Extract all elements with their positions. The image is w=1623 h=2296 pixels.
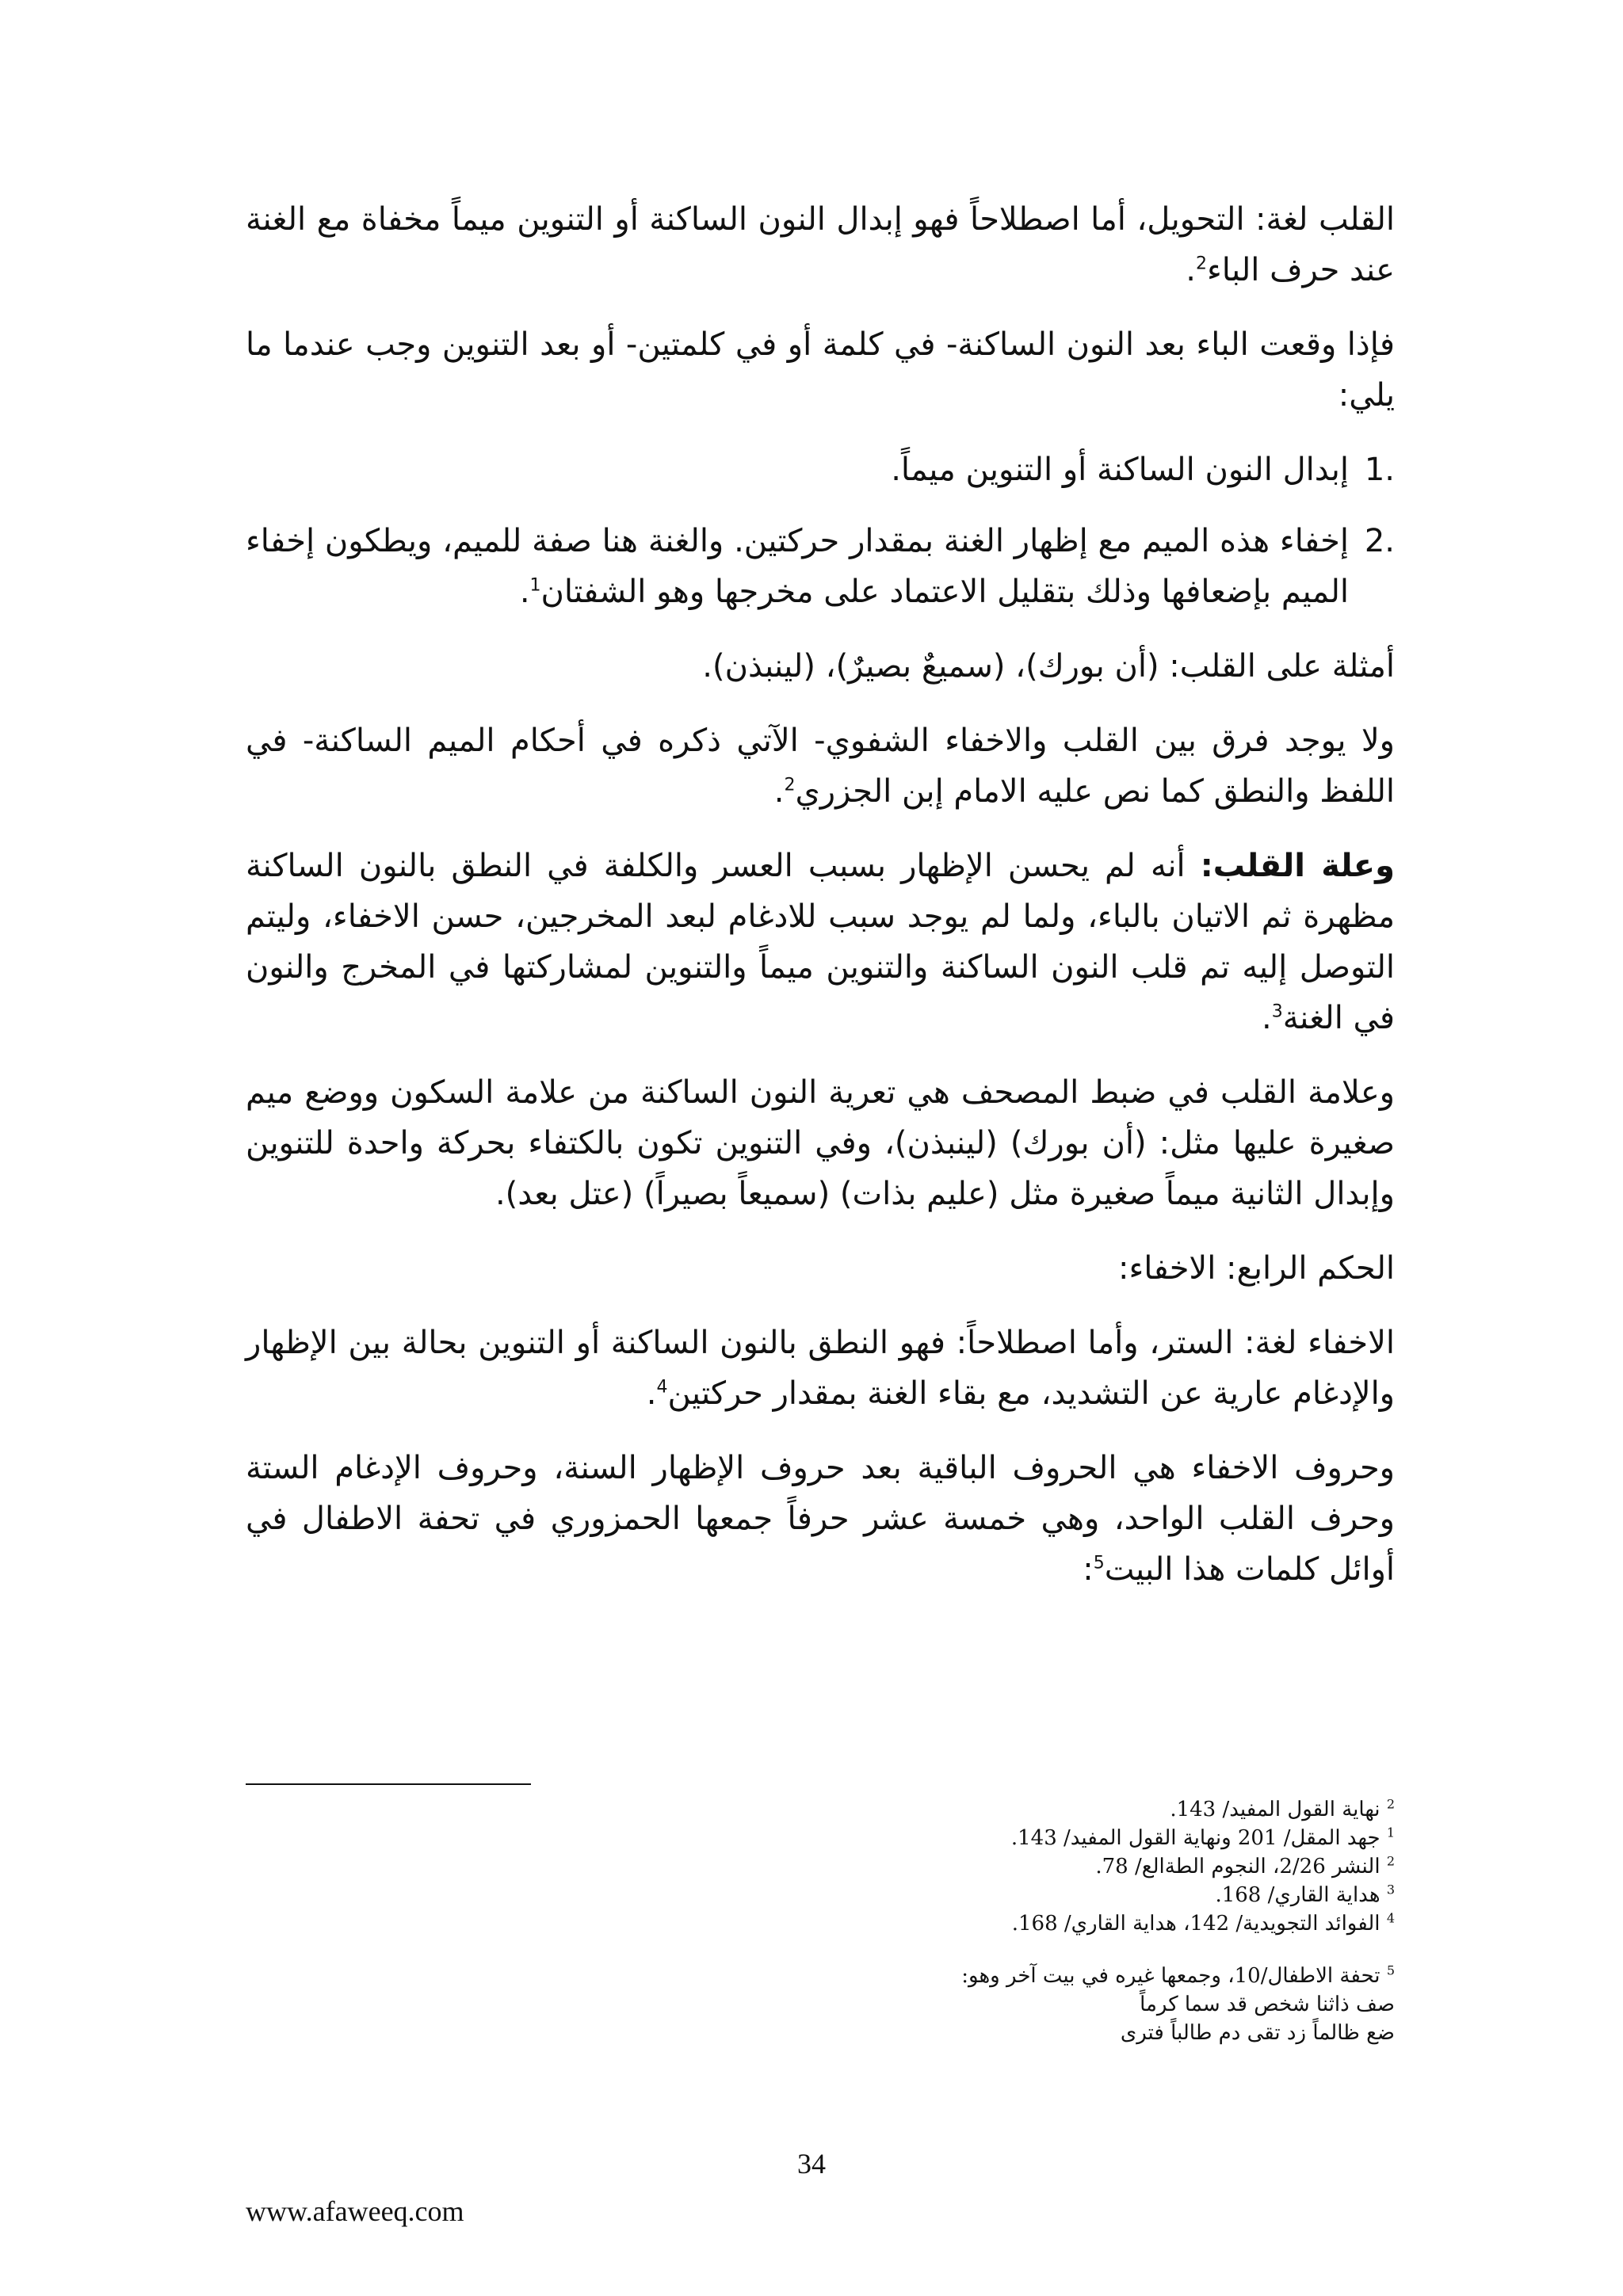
footnote-item: $^2$ نهاية القول المفيد/ 143. xyxy=(1170,1796,1395,1821)
paragraph-no-difference: ولا يوجد فرق بين القلب والاخفاء الشفوي- الآتي ذكره في أحكام الميم الساكنة- في اللفظ والنطق كما نص عليه الامام إبن الجزري$^2$. xyxy=(246,723,1395,810)
footnote-verse: صف ذاثنا شخص قد سما كرماً xyxy=(1140,1993,1395,2016)
footnote-ref: 4 xyxy=(656,1377,668,1398)
footnote-item: $^2$ النشر 2/26، النجوم الطةالع/ 78. xyxy=(1095,1853,1395,1878)
footnote-ref: 2 xyxy=(784,775,796,795)
list-item: .1 إبدال النون الساكنة أو التنوين ميماً. xyxy=(246,444,1349,495)
paragraph-qalb-condition: فإذا وقعت الباء بعد النون الساكنة- في كلمة أو في كلمتين- أو بعد التنوين وجب عندما ما يلي: xyxy=(246,326,1395,414)
rules-list xyxy=(246,444,1395,617)
list-item: .2 إخفاء هذه الميم مع إظهار الغنة بمقدار حركتين. والغنة هنا صفة للميم، ويطكون إخفاء الميم بإضعافها وذلك بتقليل الاعتماد على مخرجها وهو الشفتان$^1$. xyxy=(246,516,1349,617)
footnote-item: $^5$ تحفة الاطفال/10، وجمعها غيره في بيت آخر وهو: xyxy=(961,1962,1395,1988)
footnote-item: $^3$ هداية القاري/ 168. xyxy=(1215,1882,1395,1907)
footnote-ref: 3 xyxy=(1271,1001,1283,1022)
page-number: 34 xyxy=(797,2148,826,2180)
footnote-ref: 1 xyxy=(529,575,541,596)
footnote-ref: 5 xyxy=(1093,1553,1105,1573)
footnote-item: $^1$ جهد المقل/ 201 ونهاية القول المفيد/ 143. xyxy=(1010,1825,1395,1850)
list-number: .1 xyxy=(1364,452,1395,488)
footnote-spacer xyxy=(246,1938,1395,1962)
website-url: www.afaweeq.com xyxy=(246,2195,464,2227)
footnote-separator xyxy=(246,1783,531,1785)
list-number: .2 xyxy=(1364,523,1395,559)
footnote-item: $^4$ الفوائد التجويدية/ 142، هداية القاري/ 168. xyxy=(1011,1910,1395,1936)
paragraph-examples: أمثلة على القلب: (أن بورك)، (سميعٌ بصيرٌ)، (لينبذن). xyxy=(702,648,1395,685)
paragraph-mushaf-sign: وعلامة القلب في ضبط المصحف هي تعرية النون الساكنة من علامة السكون ووضع ميم صغيرة عليها مثل: (أن بورك) (لينبذن)، وفي التنوين تكون بالكتفاء بحركة واحدة للتنوين وإبدال الثانية ميماً صغيرة مثل (عليم بذات) (سميعاً بصيراً) (عتل بعد). xyxy=(246,1074,1395,1212)
footnote-verse: ضع ظالماً زد تقى دم طالباً فترى xyxy=(1120,2021,1395,2045)
paragraph-qalb-definition: القلب لغة: التحويل، أما اصطلاحاً فهو إبدال النون الساكنة أو التنوين ميماً مخفاة مع الغنة عند حرف الباء$^2$. xyxy=(246,201,1395,288)
paragraph-reason: وعلة القلب: أنه لم يحسن الإظهار بسبب العسر والكلفة في النطق بالنون الساكنة مظهرة ثم الاتيان بالباء، ولما لم يوجد سبب للادغام لبعد المخرجين، حسن الاخفاء، وليتم التوصل إليه تم قلب النون الساكنة والتنوين ميماً والتنوين لمشاركتها في المخرج والنون في الغنة$^3$. xyxy=(246,848,1395,1036)
footnotes xyxy=(246,1795,1395,2047)
paragraph-ikhfa-definition: الاخفاء لغة: الستر، وأما اصطلاحاً: فهو النطق بالنون الساكنة أو التنوين بحالة بين الإظهار والإدغام عارية عن التشديد، مع بقاء الغنة بمقدار حركتين$^4$. xyxy=(246,1325,1395,1412)
section-heading: الحكم الرابع: الاخفاء: xyxy=(1117,1250,1395,1287)
body-text xyxy=(246,194,1395,1619)
footnote-ref: 2 xyxy=(1196,254,1207,274)
reason-label: وعلة القلب: xyxy=(1200,848,1395,884)
paragraph-ikhfa-letters: وحروف الاخفاء هي الحروف الباقية بعد حروف الإظهار السنة، وحروف الإدغام الستة وحرف القلب الواحد، وهي خمسة عشر حرفاً جمعها الحمزوري في تحفة الاطفال في أوائل كلمات هذا البيت$^5$: xyxy=(246,1450,1395,1588)
